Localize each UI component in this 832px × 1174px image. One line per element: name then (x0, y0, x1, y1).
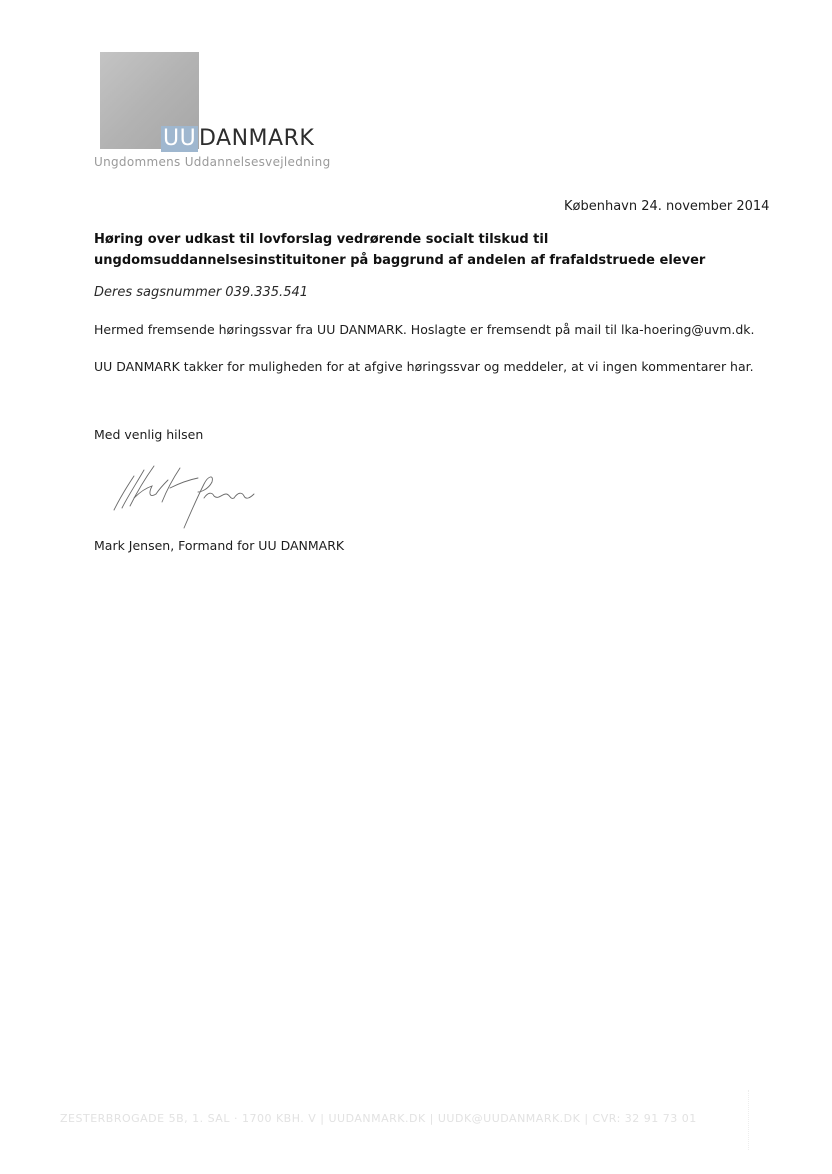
closing-greeting: Med venlig hilsen (94, 427, 204, 442)
scan-edge-mark (748, 1090, 752, 1150)
logo-uu: UU (163, 126, 197, 151)
body-paragraph-2: UU DANMARK takker for muligheden for at afgive høringssvar og meddeler, at vi ingen kommentarer har. (94, 359, 754, 374)
letter-subject: Høring over udkast til lovforslag vedrørende socialt tilskud til ungdomsuddannelsesinstituitoner på baggrund af andelen af frafaldstruede elever (94, 232, 706, 268)
handwritten-signature (108, 458, 268, 532)
signer-name: Mark Jensen, Formand for UU DANMARK (94, 538, 345, 553)
footer-address: ZESTERBROGADE 5B, 1. SAL · 1700 KBH. V | UUDANMARK.DK | UUDK@UUDANMARK.DK | CVR: 32 91 73 01 (60, 1112, 697, 1125)
letter-date: København 24. november 2014 (564, 199, 770, 214)
logo-tagline: Ungdommens Uddannelsesvejledning (94, 155, 331, 169)
case-reference: Deres sagsnummer 039.335.541 (94, 285, 309, 300)
logo-name: DANMARK (199, 126, 315, 151)
body-paragraph-1: Hermed fremsende høringssvar fra UU DANMARK. Hoslagte er fremsendt på mail til lka-hoering@uvm.dk. (94, 322, 755, 337)
